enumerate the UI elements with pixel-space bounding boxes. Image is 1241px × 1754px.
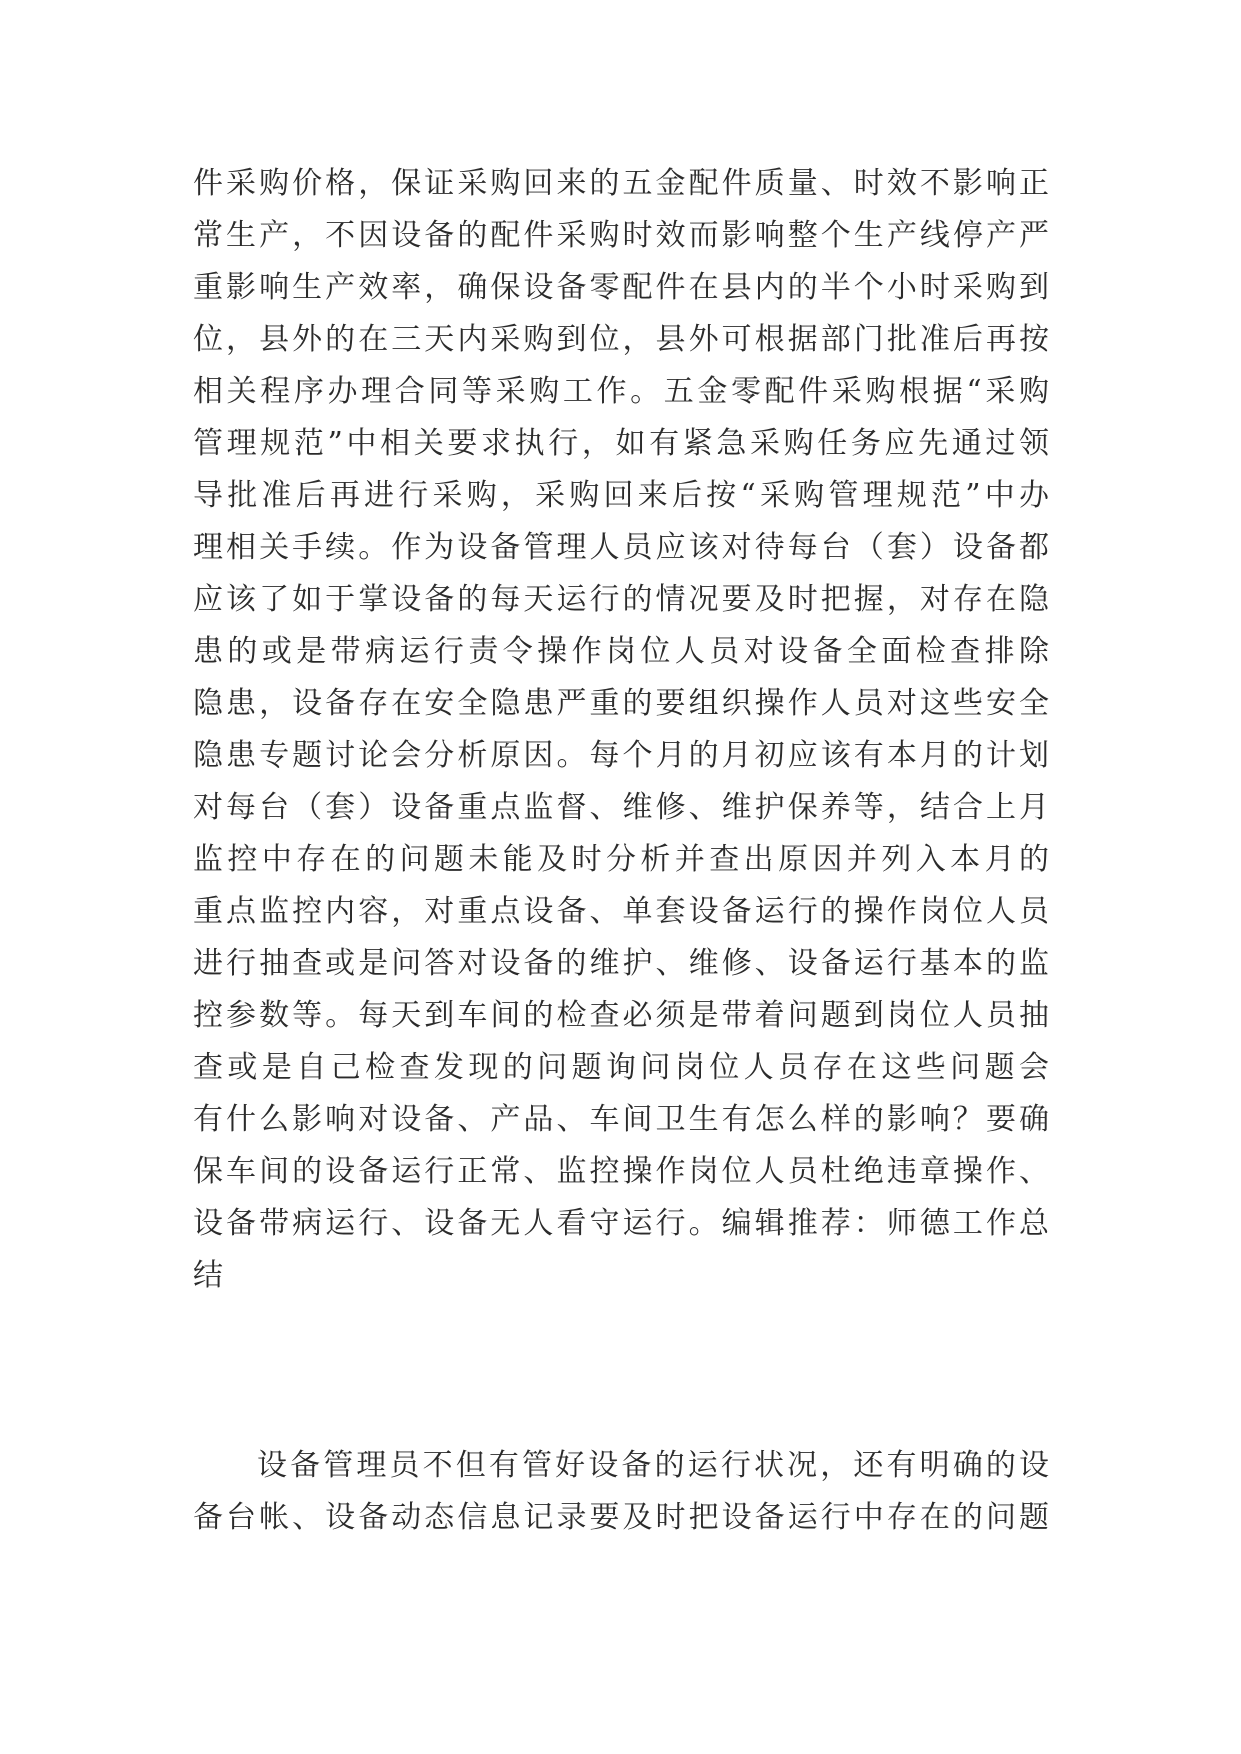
text-line: 备台帐、设备动态信息记录要及时把设备运行中存在的问题: [193, 1500, 1049, 1535]
text-line: 结: [193, 1258, 223, 1293]
text-line: 对每台（套）设备重点监督、维修、维护保养等，结合上月: [193, 790, 1049, 825]
text-line: 有什么影响对设备、产品、车间卫生有怎么样的影响？要确: [193, 1102, 1049, 1137]
text-line: 导批准后再进行采购，采购回来后按“采购管理规范”中办: [193, 478, 1049, 513]
text-line: 隐患专题讨论会分析原因。每个月的月初应该有本月的计划: [193, 738, 1049, 773]
text-line: 隐患，设备存在安全隐患严重的要组织操作人员对这些安全: [193, 686, 1049, 721]
text-line: 位，县外的在三天内采购到位，县外可根据部门批准后再按: [193, 322, 1049, 357]
text-line: 管理规范”中相关要求执行，如有紧急采购任务应先通过领: [193, 426, 1049, 461]
text-line: 件采购价格，保证采购回来的五金配件质量、时效不影响正: [193, 166, 1049, 201]
text-line: 常生产，不因设备的配件采购时效而影响整个生产线停产严: [193, 218, 1049, 253]
text-line: 设备管理员不但有管好设备的运行状况，还有明确的设: [257, 1448, 1049, 1483]
paragraph-equipment-manager: [193, 1440, 1049, 1544]
text-line: 进行抽查或是问答对设备的维护、维修、设备运行基本的监: [193, 946, 1049, 981]
text-line: 保车间的设备运行正常、监控操作岗位人员杜绝违章操作、: [193, 1154, 1049, 1189]
text-line: 应该了如于掌设备的每天运行的情况要及时把握，对存在隐: [193, 582, 1049, 617]
text-line: 重点监控内容，对重点设备、单套设备运行的操作岗位人员: [193, 894, 1049, 929]
text-line: 重影响生产效率，确保设备零配件在县内的半个小时采购到: [193, 270, 1049, 305]
paragraph-equipment-procurement: [193, 158, 1049, 1302]
text-line: 监控中存在的问题未能及时分析并查出原因并列入本月的: [193, 842, 1049, 877]
text-line: 控参数等。每天到车间的检查必须是带着问题到岗位人员抽: [193, 998, 1049, 1033]
text-line: 相关程序办理合同等采购工作。五金零配件采购根据“采购: [193, 374, 1049, 409]
text-line: 设备带病运行、设备无人看守运行。编辑推荐：师德工作总: [193, 1206, 1049, 1241]
text-line: 查或是自己检查发现的问题询问岗位人员存在这些问题会: [193, 1050, 1049, 1085]
text-line: 患的或是带病运行责令操作岗位人员对设备全面检查排除: [193, 634, 1049, 669]
text-line: 理相关手续。作为设备管理人员应该对待每台（套）设备都: [193, 530, 1049, 565]
